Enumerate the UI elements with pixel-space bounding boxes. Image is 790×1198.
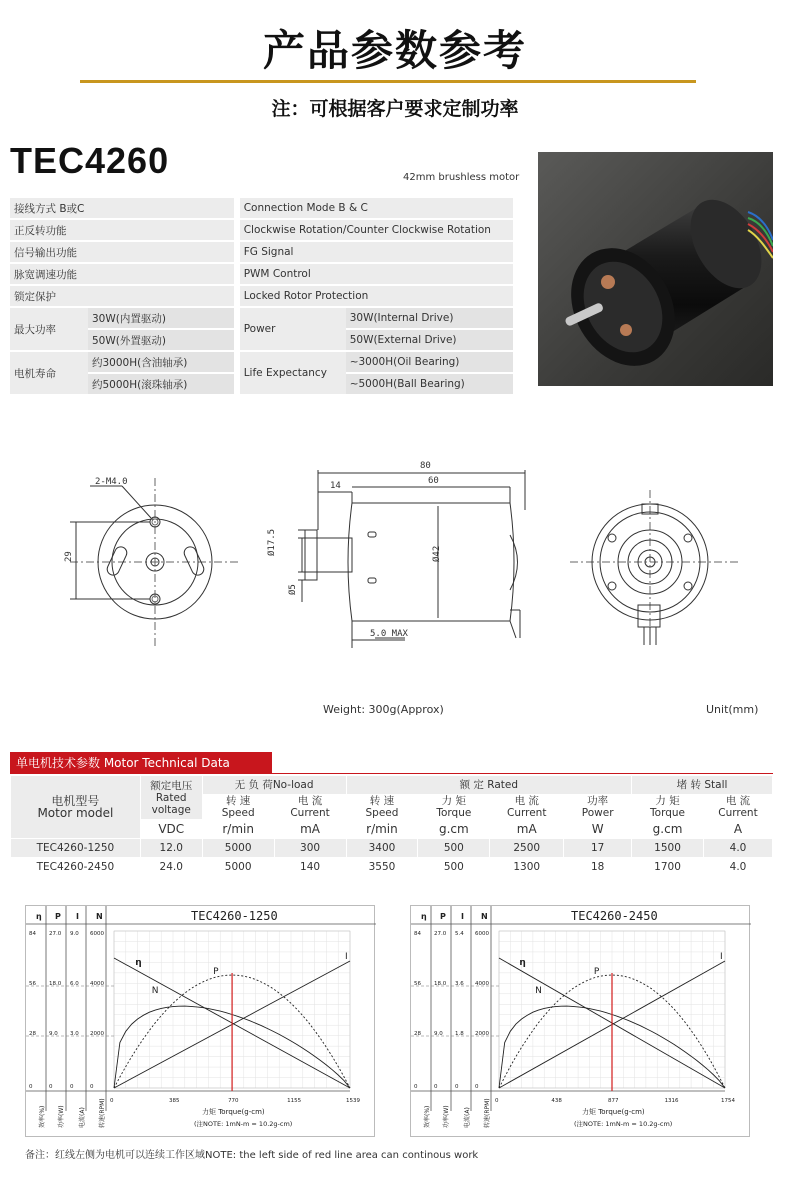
unit-vdc: VDC xyxy=(140,820,202,839)
life-sub-cn: 约5000H(滚珠轴承) xyxy=(88,374,234,394)
chart-svg-2450 xyxy=(411,906,751,1138)
dim-42: Ø42 xyxy=(432,545,442,562)
col-cn: 转 速 xyxy=(225,795,251,807)
chart-left-tick: 28 xyxy=(414,1031,421,1037)
chart-left-tick: 18.0 xyxy=(49,981,62,987)
table-row xyxy=(11,839,773,858)
motor-photo xyxy=(538,152,773,386)
chart-left-tick: 1.8 xyxy=(455,1031,464,1037)
row-cell: 5000 xyxy=(202,858,274,877)
rear-view xyxy=(570,490,740,645)
chart-left-unit: 转速(RPM) xyxy=(484,1098,491,1128)
life-en: Life Expectancy xyxy=(240,352,346,394)
dim-14: 14 xyxy=(330,481,341,491)
chart-left-tick: 3.6 xyxy=(455,981,464,987)
spec-row xyxy=(10,220,513,240)
series-label-current: I xyxy=(345,952,348,962)
row-cell: 1300 xyxy=(490,858,564,877)
chart-left-tick: 28 xyxy=(29,1031,36,1037)
col-en: Torque xyxy=(650,807,686,819)
chart-svg-1250 xyxy=(26,906,376,1138)
chart-x-tick: 1316 xyxy=(664,1098,679,1104)
technical-drawing xyxy=(40,450,760,670)
life-sub-en: ~3000H(Oil Bearing) xyxy=(346,352,513,372)
dim-max: 5.0 MAX xyxy=(370,629,408,639)
unit-cell: A xyxy=(703,820,772,839)
col-cn: 电 流 xyxy=(297,795,323,807)
life-cn: 电机寿命 xyxy=(10,352,88,394)
col-cn: 功率 xyxy=(587,795,609,807)
col-en: Current xyxy=(507,807,547,819)
chart-left-unit: 功率(W) xyxy=(443,1105,450,1128)
row-cell: 5000 xyxy=(202,839,274,858)
model-col-en: Motor model xyxy=(37,806,114,820)
chart-x-note: (注NOTE: 1mN-m = 10.2g-cm) xyxy=(194,1120,293,1128)
spec-cn: 信号输出功能 xyxy=(10,242,234,262)
chart-left-tick: 56 xyxy=(29,981,36,987)
chart-left-tick: 0 xyxy=(434,1084,438,1090)
col-cn: 电 流 xyxy=(514,795,539,807)
row-cell: 2500 xyxy=(490,839,564,858)
spec-cn: 脉宽调速功能 xyxy=(10,264,234,284)
chart-x-label: 力矩 Torque(g-cm) xyxy=(202,1108,265,1116)
chart-x-tick: 0 xyxy=(495,1098,499,1104)
model-name: TEC4260 xyxy=(10,140,170,181)
unit-cell: g.cm xyxy=(632,820,704,839)
spec-row xyxy=(10,286,513,306)
power-cn: 最大功率 xyxy=(10,308,88,350)
row-cell: 3550 xyxy=(346,858,418,877)
chart-left-tick: 0 xyxy=(49,1084,53,1090)
model-col-cn: 电机型号 xyxy=(51,794,100,808)
power-sub-en: 30W(Internal Drive) xyxy=(346,308,513,328)
spec-en: Clockwise Rotation/Counter Clockwise Rotation xyxy=(240,220,513,240)
chart-x-tick: 877 xyxy=(608,1098,619,1104)
side-view xyxy=(298,470,525,648)
dim-17-5: Ø17.5 xyxy=(267,528,277,556)
chart-left-tick: 6000 xyxy=(90,931,104,937)
stall-group: 堵 转 Stall xyxy=(632,776,773,795)
chart-left-unit: 电流(A) xyxy=(464,1107,471,1128)
spec-row-life xyxy=(10,352,513,372)
chart-left-tick: 3.0 xyxy=(70,1031,79,1037)
dim-5: Ø5 xyxy=(288,584,298,595)
performance-chart-1 xyxy=(25,905,375,1137)
row-cell: 500 xyxy=(418,858,490,877)
row-voltage: 12.0 xyxy=(140,839,202,858)
chart-left-tick: 56 xyxy=(414,981,421,987)
chart-title: TEC4260-1250 xyxy=(191,909,278,923)
power-en: Power xyxy=(240,308,346,350)
row-model: TEC4260-2450 xyxy=(11,858,141,877)
spec-row xyxy=(10,198,513,218)
voltage-col-cn: 额定电压 xyxy=(150,779,193,792)
unit-cell: r/min xyxy=(346,820,418,839)
chart-x-tick: 438 xyxy=(551,1098,562,1104)
chart-left-tick: 2000 xyxy=(475,1031,489,1037)
life-sub-en: ~5000H(Ball Bearing) xyxy=(346,374,513,394)
power-sub-en: 50W(External Drive) xyxy=(346,330,513,350)
chart-left-unit: 效率(%) xyxy=(39,1105,46,1128)
col-en: Speed xyxy=(221,807,255,819)
col-en: Speed xyxy=(365,807,399,819)
col-cn: 转 速 xyxy=(369,795,395,807)
tech-table xyxy=(10,775,773,877)
series-label-power: P xyxy=(213,967,219,977)
spec-en: Connection Mode B & C xyxy=(240,198,513,218)
footnote: 备注：红线左侧为电机可以连续工作区域NOTE: the left side of red line area can continous work xyxy=(25,1150,479,1161)
customize-note: 注：可根据客户要求定制功率 xyxy=(271,98,519,120)
dim-80: 80 xyxy=(420,461,431,471)
row-cell: 18 xyxy=(564,858,632,877)
tech-heading-rule xyxy=(10,773,773,774)
series-label-speed: N xyxy=(151,986,159,996)
chart-left-tick: 84 xyxy=(29,931,36,937)
voltage-col-en2: voltage xyxy=(151,803,191,816)
chart-left-tick: 0 xyxy=(70,1084,74,1090)
row-voltage: 24.0 xyxy=(140,858,202,877)
hole-label: 2-M4.0 xyxy=(95,477,128,487)
row-cell: 140 xyxy=(274,858,346,877)
chart-left-tick: 9.0 xyxy=(49,1031,58,1037)
chart-left-unit: 转速(RPM) xyxy=(99,1098,106,1128)
performance-chart-2 xyxy=(410,905,750,1137)
chart-left-tick: 84 xyxy=(414,931,421,937)
dim-29: 29 xyxy=(64,551,74,562)
chart-left-unit: 电流(A) xyxy=(79,1107,86,1128)
chart-left-tick: 4000 xyxy=(90,981,104,987)
unit-cell: mA xyxy=(274,820,346,839)
chart-left-tick: 27.0 xyxy=(49,931,62,937)
page-title: 产品参数参考 xyxy=(262,26,527,75)
spec-row xyxy=(10,264,513,284)
spec-cn: 锁定保护 xyxy=(10,286,234,306)
chart-x-tick: 1754 xyxy=(721,1098,735,1104)
spec-row xyxy=(10,242,513,262)
chart-left-tick: 6.0 xyxy=(70,981,79,987)
chart-left-tick: 2000 xyxy=(90,1031,104,1037)
chart-left-tick: 6000 xyxy=(475,931,489,937)
chart-left-tick: 18.0 xyxy=(434,981,447,987)
chart-left-tick: 0 xyxy=(29,1084,33,1090)
spec-en: Locked Rotor Protection xyxy=(240,286,513,306)
chart-left-tick: 0 xyxy=(90,1084,94,1090)
spec-table xyxy=(10,196,513,396)
voltage-col-en1: Rated xyxy=(155,791,187,804)
power-sub-cn: 50W(外置驱动) xyxy=(88,330,234,350)
spec-en: PWM Control xyxy=(240,264,513,284)
chart-x-label: 力矩 Torque(g-cm) xyxy=(582,1108,645,1116)
chart-left-tick: 4000 xyxy=(475,981,489,987)
spec-en: FG Signal xyxy=(240,242,513,262)
chart-left-header: η xyxy=(36,912,42,921)
chart-left-header: η xyxy=(421,912,427,921)
series-label-speed: N xyxy=(535,986,542,996)
row-cell: 4.0 xyxy=(703,858,772,877)
spec-row-power xyxy=(10,308,513,328)
col-en: Current xyxy=(718,807,758,819)
series-label-efficiency: η xyxy=(519,958,526,968)
col-en: Torque xyxy=(436,807,472,819)
chart-left-tick: 5.4 xyxy=(455,931,464,937)
chart-x-note: (注NOTE: 1mN-m = 10.2g-cm) xyxy=(574,1120,673,1128)
row-cell: 1700 xyxy=(632,858,704,877)
tech-group-row xyxy=(11,776,773,795)
series-label-efficiency: η xyxy=(135,958,142,968)
row-cell: 300 xyxy=(274,839,346,858)
col-en: Current xyxy=(290,807,330,819)
chart-x-tick: 0 xyxy=(110,1098,114,1104)
spec-cn: 接线方式 B或C xyxy=(10,198,234,218)
model-subtitle: 42mm brushless motor xyxy=(403,172,520,183)
unit-cell: mA xyxy=(490,820,564,839)
power-sub-cn: 30W(内置驱动) xyxy=(88,308,234,328)
unit-label: Unit(mm) xyxy=(706,703,759,716)
chart-left-header: N xyxy=(96,912,103,921)
series-label-power: P xyxy=(593,967,600,977)
dim-60: 60 xyxy=(428,476,439,486)
row-cell: 17 xyxy=(564,839,632,858)
front-view xyxy=(70,478,240,646)
row-cell: 500 xyxy=(418,839,490,858)
row-cell: 1500 xyxy=(632,839,704,858)
row-model: TEC4260-1250 xyxy=(11,839,141,858)
chart-left-header: I xyxy=(76,912,79,921)
chart-left-tick: 0 xyxy=(414,1084,418,1090)
spec-cn: 正反转功能 xyxy=(10,220,234,240)
col-cn: 力 矩 xyxy=(441,795,466,807)
col-cn: 力 矩 xyxy=(655,795,680,807)
chart-x-tick: 385 xyxy=(169,1098,180,1104)
col-en: Power xyxy=(581,807,614,819)
title-divider xyxy=(80,80,696,83)
chart-left-tick: 0 xyxy=(475,1084,479,1090)
noload-group: 无 负 荷No-load xyxy=(202,776,346,795)
chart-title: TEC4260-2450 xyxy=(571,909,658,923)
chart-left-tick: 27.0 xyxy=(434,931,447,937)
chart-left-tick: 0 xyxy=(455,1084,459,1090)
unit-cell: W xyxy=(564,820,632,839)
life-sub-cn: 约3000H(含油轴承) xyxy=(88,352,234,372)
table-row xyxy=(11,858,773,877)
chart-left-tick: 9.0 xyxy=(434,1031,443,1037)
chart-x-tick: 1155 xyxy=(287,1098,302,1104)
chart-left-header: N xyxy=(481,912,488,921)
chart-x-tick: 1539 xyxy=(346,1098,360,1104)
unit-cell: r/min xyxy=(202,820,274,839)
chart-x-tick: 770 xyxy=(228,1098,239,1104)
chart-left-unit: 功率(W) xyxy=(58,1105,65,1128)
rated-group: 额 定 Rated xyxy=(346,776,632,795)
tech-data-heading: 单电机技术参数 Motor Technical Data xyxy=(10,752,272,773)
series-label-current: I xyxy=(720,952,723,962)
weight-label: Weight: 300g(Approx) xyxy=(323,703,444,716)
col-cn: 电 流 xyxy=(725,795,751,807)
chart-left-unit: 效率(%) xyxy=(424,1105,431,1128)
chart-left-header: P xyxy=(440,912,446,921)
chart-left-header: P xyxy=(55,912,61,921)
unit-cell: g.cm xyxy=(418,820,490,839)
row-cell: 3400 xyxy=(346,839,418,858)
chart-left-header: I xyxy=(461,912,464,921)
chart-left-tick: 9.0 xyxy=(70,931,79,937)
row-cell: 4.0 xyxy=(703,839,772,858)
